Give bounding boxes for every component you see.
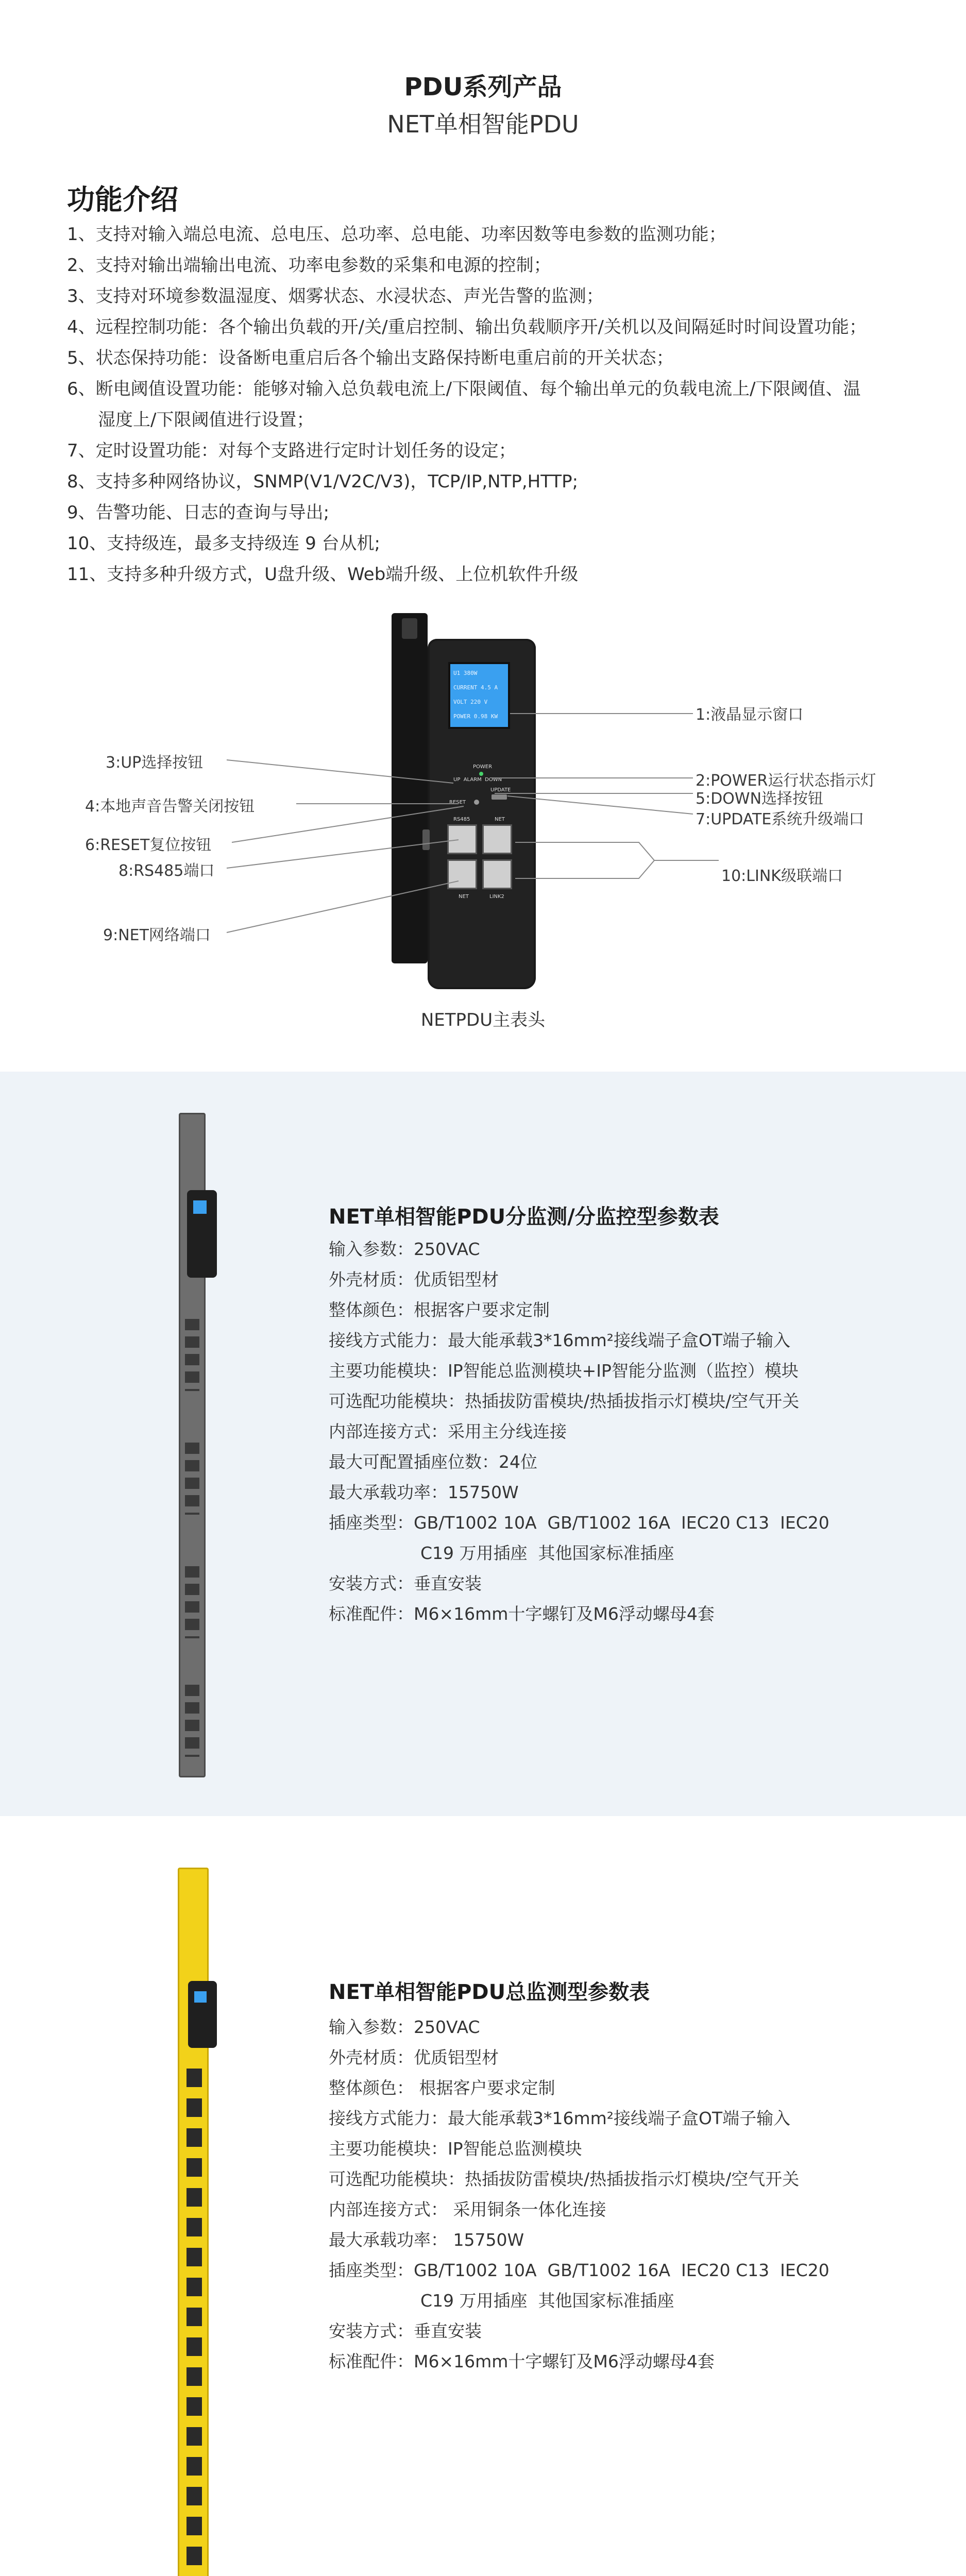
net-top-label: NET — [495, 817, 505, 822]
spec-row — [329, 1416, 895, 1447]
spec-row — [329, 1386, 895, 1416]
feature-item: 8、支持多种网络协议，SNMP(V1/V2C/V3)，TCP/IP,NTP,HTTP; — [67, 471, 579, 492]
spec-row — [329, 2194, 895, 2225]
spec-row — [329, 2073, 895, 2103]
spec-key: 最大可配置插座位数： — [329, 1452, 499, 1472]
lcd-line: CURRENT 4.5 A — [453, 684, 498, 691]
spec2-list — [329, 2012, 895, 2377]
lcd-line: U1 380W — [453, 670, 478, 676]
spec-row — [329, 1295, 895, 1325]
spec-key: 可选配功能模块： — [329, 1391, 465, 1411]
outlet-group — [185, 1443, 199, 1515]
spec-value: 15750W — [448, 2230, 524, 2250]
outlet-group — [185, 1685, 199, 1757]
callout-label-down: 5:DOWN选择按钮 — [696, 790, 824, 808]
feature-item: 9、告警功能、日志的查询与导出; — [67, 502, 330, 523]
feature-item — [67, 374, 912, 435]
page-title: PDU系列产品 — [404, 73, 562, 101]
callout-line-7 — [507, 796, 693, 814]
feature-item: 3、支持对环境参数温湿度、烟雾状态、水浸状态、声光告警的监测； — [67, 286, 604, 307]
spec-value: C19 万用插座 其他国家标准插座 — [420, 1543, 674, 1563]
spec-key: 插座类型： — [329, 2260, 414, 2280]
spec-row — [329, 1507, 895, 1538]
diagram-caption: NETPDU主表头 — [420, 1010, 546, 1030]
spec-key: 整体颜色： — [329, 1300, 414, 1320]
callout-line-9 — [227, 881, 459, 933]
spec-key: 最大承载功率： — [329, 2230, 448, 2250]
spec-value: GB/T1002 10A GB/T1002 16A IEC20 C13 IEC20 — [414, 1513, 829, 1533]
spec-key: 输入参数： — [329, 2017, 414, 2037]
spec-key: 安装方式： — [329, 1573, 414, 1594]
spec-key: 接线方式能力： — [329, 2108, 448, 2128]
spec-value: 优质铝型材 — [414, 2047, 499, 2067]
spec-row — [329, 1234, 895, 1264]
spec-row — [329, 1447, 895, 1477]
spec-key: 标准配件： — [329, 2351, 414, 2371]
spec-row — [329, 1355, 895, 1386]
link2-label: LINK2 — [489, 894, 504, 900]
spec-value: 根据客户要求定制 — [414, 2078, 555, 2098]
strip-lcd — [194, 1991, 207, 2003]
button-labels: UP ALARM DOWN — [453, 777, 502, 783]
pdu-strip-grey — [173, 1113, 229, 1777]
outlet-group — [185, 1319, 199, 1391]
spec-value: 24位 — [499, 1452, 537, 1472]
features-heading: 功能介绍 — [67, 183, 178, 216]
spec-row — [329, 2346, 895, 2377]
spec-key: 最大承载功率： — [329, 1482, 448, 1502]
spec-key: 主要功能模块： — [329, 1361, 448, 1381]
feature-item-continuation: 湿度上/下限阈值进行设置； — [98, 410, 314, 430]
feature-item: 1、支持对输入端总电流、总电压、总功率、总电能、功率因数等电参数的监测功能； — [67, 224, 726, 245]
spec-key: 内部连接方式： — [329, 1421, 448, 1442]
lcd-line: VOLT 220 V — [453, 699, 488, 705]
spec-value: 热插拔防雷模块/热插拔指示灯模块/空气开关 — [465, 1391, 800, 1411]
callout-label-power: 2:POWER运行状态指示灯 — [696, 772, 876, 790]
spec-value: 根据客户要求定制 — [414, 1300, 550, 1320]
callout-line-8 — [227, 840, 459, 868]
spec-key: 接线方式能力： — [329, 1330, 448, 1350]
strip-lcd — [193, 1200, 207, 1214]
spec-value: IP智能总监测模块 — [448, 2139, 582, 2159]
callout-line-10 — [515, 842, 719, 878]
spec-row — [329, 1568, 895, 1599]
spec-value: 250VAC — [414, 1239, 480, 1259]
spec-value: 优质铝型材 — [414, 1269, 499, 1290]
feature-item-text: 6、断电阈值设置功能：能够对输入总负载电流上/下限阈值、每个输出单元的负载电流上/下限阈值、温 — [67, 379, 861, 399]
spec-value: GB/T1002 10A GB/T1002 16A IEC20 C13 IEC20 — [414, 2260, 829, 2280]
spec-key: 标准配件： — [329, 1604, 414, 1624]
spec-value: 采用主分线连接 — [448, 1421, 567, 1442]
spec-key: 安装方式： — [329, 2321, 414, 2341]
callout-label-rs485: 8:RS485端口 — [118, 862, 215, 880]
power-label: POWER — [473, 764, 493, 770]
page-subtitle: NET单相智能PDU — [387, 110, 579, 138]
spec-key: 插座类型： — [329, 1513, 414, 1533]
callout-label-update: 7:UPDATE系统升级端口 — [696, 810, 865, 828]
spec-value: 15750W — [448, 1482, 519, 1502]
spec-value: 热插拔防雷模块/热插拔指示灯模块/空气开关 — [465, 2169, 800, 2189]
feature-item: 5、状态保持功能：设备断电重启后各个输出支路保持断电重启前的开关状态； — [67, 348, 674, 368]
spec-row — [329, 2164, 895, 2194]
rs485-label: RS485 — [453, 817, 470, 822]
feature-item: 11、支持多种升级方式，U盘升级、Web端升级、上位机软件升级 — [67, 564, 579, 585]
feature-item: 10、支持级连，最多支持级连 9 台从机; — [67, 533, 380, 554]
feature-item: 7、定时设置功能：对每个支路进行定时计划任务的设定； — [67, 440, 516, 461]
spec-row — [329, 2316, 895, 2346]
reset-label: RESET — [449, 800, 466, 805]
spec-key: 内部连接方式： — [329, 2199, 448, 2219]
spec-value: 250VAC — [414, 2017, 480, 2037]
spec-key: 主要功能模块： — [329, 2139, 448, 2159]
spec-row — [329, 2225, 895, 2255]
callout-label-lcd: 1:液晶显示窗口 — [696, 706, 804, 724]
spec-row — [329, 1477, 895, 1507]
spec1-title: NET单相智能PDU分监测/分监控型参数表 — [329, 1205, 719, 1229]
feature-item: 2、支持对输出端输出电流、功率电参数的采集和电源的控制； — [67, 255, 551, 276]
feature-item: 4、远程控制功能：各个输出负载的开/关/重启控制、输出负载顺序开/关机以及间隔延时时间设置功能； — [67, 317, 867, 337]
spec-value: 最大能承载3*16mm²接线端子盒OT端子输入 — [448, 1330, 791, 1350]
spec-key: 外壳材质： — [329, 1269, 414, 1290]
spec-value: M6×16mm十字螺钉及M6浮动螺母4套 — [414, 2351, 715, 2371]
update-label: UPDATE — [490, 787, 511, 793]
spec-value: 垂直安装 — [414, 2321, 482, 2341]
spec-value: 最大能承载3*16mm²接线端子盒OT端子输入 — [448, 2108, 791, 2128]
callout-line-6 — [232, 806, 464, 842]
spec-row — [329, 2255, 895, 2285]
spec-value: IP智能总监测模块+IP智能分监测（监控）模块 — [448, 1361, 799, 1381]
spec-key: 可选配功能模块： — [329, 2169, 465, 2189]
callout-label-up: 3:UP选择按钮 — [106, 754, 204, 772]
features-list — [67, 219, 912, 590]
spec-row — [329, 1325, 895, 1355]
spec1-list — [329, 1234, 895, 1629]
spec-row — [329, 2285, 895, 2316]
spec-value: M6×16mm十字螺钉及M6浮动螺母4套 — [414, 1604, 715, 1624]
spec2-title: NET单相智能PDU总监测型参数表 — [329, 1980, 650, 2004]
pdu-strip-yellow — [170, 1868, 227, 2576]
spec-row — [329, 2042, 895, 2073]
callout-label-alarm: 4:本地声音告警关闭按钮 — [85, 798, 255, 816]
spec-row — [329, 2103, 895, 2133]
net-bottom-label: NET — [459, 894, 469, 900]
callout-label-reset: 6:RESET复位按钮 — [85, 836, 212, 854]
outlet-group — [185, 1566, 199, 1638]
outlet-column — [187, 2069, 202, 2576]
spec-row — [329, 2133, 895, 2164]
spec-value: 采用铜条一体化连接 — [448, 2199, 606, 2219]
spec-row — [329, 1264, 895, 1295]
spec-value: C19 万用插座 其他国家标准插座 — [420, 2291, 674, 2311]
callout-label-link: 10:LINK级联端口 — [721, 867, 843, 885]
spec-key: 输入参数： — [329, 1239, 414, 1259]
spec-row — [329, 1599, 895, 1629]
spec-key: 外壳材质： — [329, 2047, 414, 2067]
spec-value: 垂直安装 — [414, 1573, 482, 1594]
spec-row — [329, 2012, 895, 2042]
lcd-line: POWER 0.98 KW — [453, 713, 498, 720]
callout-line-3 — [227, 760, 453, 783]
callout-label-net: 9:NET网络端口 — [103, 926, 211, 944]
spec-row — [329, 1538, 895, 1568]
spec-key: 整体颜色： — [329, 2078, 414, 2098]
